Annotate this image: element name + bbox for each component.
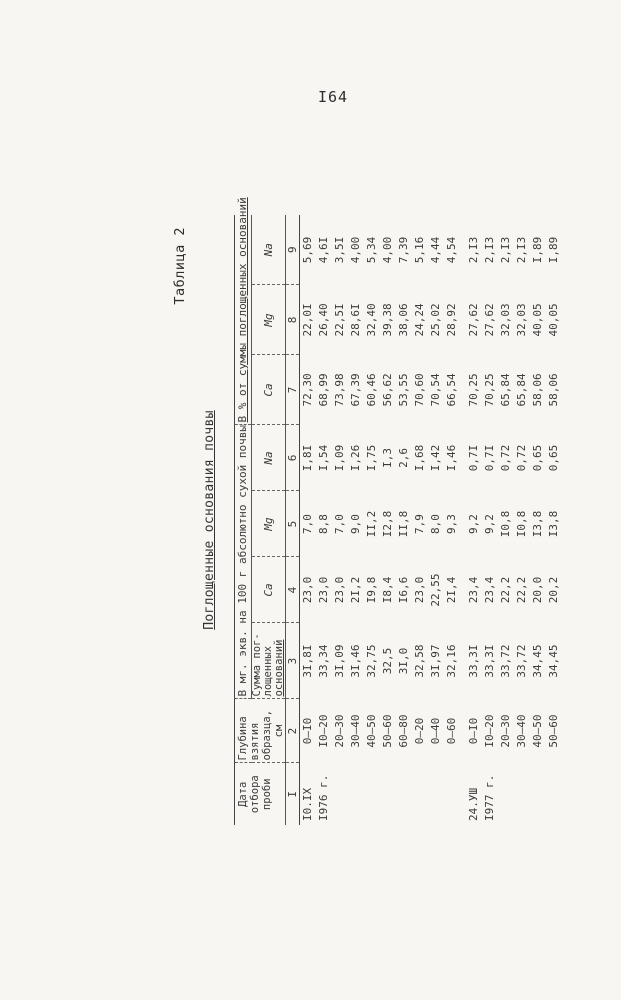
page-number: I64 bbox=[318, 88, 349, 106]
cell-ca-p: 67,39 bbox=[349, 373, 362, 407]
col-number: 4 bbox=[286, 557, 300, 623]
header-date-line: Дата bbox=[237, 781, 249, 807]
cell-na-p: I,89 bbox=[531, 236, 544, 264]
cell-mg-p: 27,62 bbox=[467, 303, 480, 337]
col-number: 8 bbox=[286, 285, 300, 355]
cell-ca-p: 66,54 bbox=[445, 373, 458, 407]
cell-date: I977 г. bbox=[483, 774, 496, 821]
cell-date: I976 г. bbox=[317, 774, 330, 821]
cell-na-p: 5,16 bbox=[413, 236, 426, 264]
cell-na-p: 2,I3 bbox=[467, 236, 480, 264]
cell-depth: I0–20 bbox=[317, 714, 330, 748]
header-date-line: проби bbox=[261, 778, 273, 811]
cell-mg-p: 28,92 bbox=[445, 303, 458, 337]
cell-ca: 22,2 bbox=[499, 576, 512, 604]
cell-sum: 32,58 bbox=[413, 644, 426, 678]
header-mg-pct: Mg bbox=[252, 285, 286, 355]
cell-mg: I3,8 bbox=[531, 510, 544, 538]
header-ca: Ca bbox=[252, 557, 286, 623]
header-group-mekv-label: В мг. экв. на 100 г абсолютно сухой почвы bbox=[236, 424, 249, 697]
cell-mg-p: 27,62 bbox=[483, 303, 496, 337]
col-number: 2 bbox=[286, 699, 300, 763]
cell-na: 0,7I bbox=[483, 444, 496, 472]
cell-mg-p: 22,5I bbox=[333, 303, 346, 337]
cell-ca-p: 60,46 bbox=[365, 373, 378, 407]
table-row bbox=[444, 215, 460, 825]
cell-na: I,68 bbox=[413, 444, 426, 472]
col-number: I bbox=[286, 763, 300, 825]
cell-na-p: 5,69 bbox=[301, 236, 314, 264]
cell-na-p: 4,00 bbox=[381, 236, 394, 264]
header-date bbox=[235, 763, 286, 825]
cell-depth: 0–I0 bbox=[467, 717, 480, 745]
cell-ca: I6,6 bbox=[397, 576, 410, 604]
header-group-pct bbox=[235, 197, 252, 425]
cell-ca: I9,8 bbox=[365, 576, 378, 604]
cell-na: I,8I bbox=[301, 444, 314, 472]
cell-depth: 40–50 bbox=[365, 714, 378, 748]
cell-date: I0.IX bbox=[301, 787, 314, 821]
cell-sum: 3I,0 bbox=[397, 647, 410, 675]
header-sum-line: Сумма пог- bbox=[251, 633, 263, 697]
cell-mg-p: 25,02 bbox=[429, 303, 442, 337]
cell-na-p: 4,00 bbox=[349, 236, 362, 264]
cell-mg-p: 28,6I bbox=[349, 303, 362, 337]
cell-depth: 40–50 bbox=[531, 714, 544, 748]
table-row bbox=[316, 215, 332, 825]
cell-na-p: 3,5I bbox=[333, 236, 346, 264]
cell-depth: 30–40 bbox=[515, 714, 528, 748]
cell-mg: 9,2 bbox=[483, 514, 496, 534]
table-row bbox=[396, 215, 412, 825]
table-label: Таблица 2 bbox=[172, 227, 188, 305]
table-row bbox=[460, 215, 482, 825]
cell-ca-p: 70,60 bbox=[413, 373, 426, 407]
header-na: Na bbox=[252, 425, 286, 491]
header-depth-line: образца, bbox=[261, 709, 273, 761]
cell-na: 2,6 bbox=[397, 448, 410, 468]
cell-sum: 33,72 bbox=[499, 644, 512, 678]
cell-mg-p: 38,06 bbox=[397, 303, 410, 337]
cell-sum: 34,45 bbox=[547, 644, 560, 678]
cell-depth: 30–40 bbox=[349, 714, 362, 748]
cell-mg: I2,8 bbox=[381, 510, 394, 538]
header-sum-line: оснований bbox=[273, 639, 285, 697]
cell-date bbox=[364, 763, 380, 825]
cell-sum: 32,16 bbox=[445, 644, 458, 678]
cell-sum: 3I,09 bbox=[333, 644, 346, 678]
header-mg: Mg bbox=[252, 491, 286, 557]
cell-date bbox=[428, 763, 444, 825]
cell-mg: II,2 bbox=[365, 510, 378, 538]
table-row bbox=[364, 215, 380, 825]
cell-na: I,26 bbox=[349, 444, 362, 472]
col-number: 3 bbox=[286, 623, 300, 699]
cell-na: 0,72 bbox=[499, 444, 512, 472]
cell-sum: 33,34 bbox=[317, 644, 330, 678]
cell-depth: 20–30 bbox=[499, 714, 512, 748]
cell-mg: I0,8 bbox=[515, 510, 528, 538]
cell-depth: 50–60 bbox=[381, 714, 394, 748]
cell-na: I,75 bbox=[365, 444, 378, 472]
cell-date bbox=[546, 763, 562, 825]
table-row bbox=[530, 215, 546, 825]
header-na-pct: Na bbox=[252, 215, 286, 285]
cell-na: I,42 bbox=[429, 444, 442, 472]
cell-date bbox=[412, 763, 428, 825]
header-depth-line: см bbox=[273, 724, 285, 738]
cell-ca: 23,4 bbox=[483, 576, 496, 604]
cell-ca: 23,0 bbox=[333, 576, 346, 604]
header-date-line: отбора bbox=[249, 775, 261, 814]
cell-ca: 20,0 bbox=[531, 576, 544, 604]
cell-ca: 23,0 bbox=[301, 576, 314, 604]
cell-na-p: 2,I3 bbox=[483, 236, 496, 264]
header-depth-line: Глубина bbox=[237, 716, 249, 761]
cell-ca: 22,2 bbox=[515, 576, 528, 604]
cell-sum: 3I,97 bbox=[429, 644, 442, 678]
cell-na: 0,72 bbox=[515, 444, 528, 472]
cell-na: 0,65 bbox=[531, 444, 544, 472]
table-row bbox=[546, 215, 562, 825]
cell-ca-p: 58,06 bbox=[547, 373, 560, 407]
cell-sum: 34,45 bbox=[531, 644, 544, 678]
col-number: 6 bbox=[286, 425, 300, 491]
cell-na-p: 7,39 bbox=[397, 236, 410, 264]
cell-ca: I8,4 bbox=[381, 576, 394, 604]
col-number: 9 bbox=[286, 215, 300, 285]
cell-sum: 33,3I bbox=[483, 644, 496, 678]
cell-na: 0,7I bbox=[467, 444, 480, 472]
cell-mg-p: 40,05 bbox=[531, 303, 544, 337]
cell-ca-p: 73,98 bbox=[333, 373, 346, 407]
table-row bbox=[348, 215, 364, 825]
header-ca-pct: Ca bbox=[252, 355, 286, 425]
header-depth-line: взятия bbox=[249, 722, 261, 761]
table-body bbox=[300, 215, 563, 825]
cell-ca-p: 68,99 bbox=[317, 373, 330, 407]
cell-na: I,3 bbox=[381, 448, 394, 468]
cell-date bbox=[380, 763, 396, 825]
cell-date bbox=[396, 763, 412, 825]
cell-mg: 7,0 bbox=[333, 514, 346, 534]
cell-mg: 8,0 bbox=[429, 514, 442, 534]
cell-mg: 7,9 bbox=[413, 514, 426, 534]
cell-mg: 9,2 bbox=[467, 514, 480, 534]
cell-na: I,54 bbox=[317, 444, 330, 472]
cell-na-p: 2,I3 bbox=[515, 236, 528, 264]
cell-depth: 0–20 bbox=[413, 717, 426, 745]
cell-mg: 7,0 bbox=[301, 514, 314, 534]
cell-mg-p: 24,24 bbox=[413, 303, 426, 337]
cell-date: 24.УШ bbox=[467, 787, 480, 821]
cell-mg-p: 40,05 bbox=[547, 303, 560, 337]
soil-bases-table bbox=[234, 197, 562, 825]
cell-na-p: 5,34 bbox=[365, 236, 378, 264]
table-title: Поглощенные основания почвы bbox=[202, 410, 217, 630]
cell-na: 0,65 bbox=[547, 444, 560, 472]
table-row bbox=[514, 215, 530, 825]
rotated-table-block bbox=[170, 197, 560, 825]
table-row bbox=[300, 215, 317, 825]
table-row bbox=[332, 215, 348, 825]
header-row-numbers bbox=[286, 215, 300, 825]
cell-na-p: 4,6I bbox=[317, 236, 330, 264]
cell-mg: 8,8 bbox=[317, 514, 330, 534]
cell-sum: 3I,8I bbox=[301, 644, 314, 678]
header-sum bbox=[252, 623, 286, 699]
cell-date bbox=[332, 763, 348, 825]
cell-ca: 23,0 bbox=[413, 576, 426, 604]
cell-mg-p: 22,0I bbox=[301, 303, 314, 337]
cell-ca-p: 58,06 bbox=[531, 373, 544, 407]
cell-mg: 9,3 bbox=[445, 514, 458, 534]
cell-sum: 3I,46 bbox=[349, 644, 362, 678]
cell-mg-p: 32,03 bbox=[515, 303, 528, 337]
cell-mg: I3,8 bbox=[547, 510, 560, 538]
cell-sum: 32,75 bbox=[365, 644, 378, 678]
cell-ca-p: 56,62 bbox=[381, 373, 394, 407]
cell-mg-p: 32,40 bbox=[365, 303, 378, 337]
table-row bbox=[482, 215, 498, 825]
cell-depth: 0–40 bbox=[429, 717, 442, 745]
cell-ca-p: 70,25 bbox=[483, 373, 496, 407]
col-number: 5 bbox=[286, 491, 300, 557]
cell-ca: 2I,2 bbox=[349, 576, 362, 604]
cell-depth: 20–30 bbox=[333, 714, 346, 748]
cell-date bbox=[444, 763, 460, 825]
cell-ca: 22,55 bbox=[429, 573, 442, 607]
cell-sum: 33,72 bbox=[515, 644, 528, 678]
cell-na-p: 4,44 bbox=[429, 236, 442, 264]
cell-na-p: 4,54 bbox=[445, 236, 458, 264]
cell-mg: 9,0 bbox=[349, 514, 362, 534]
header-depth bbox=[235, 699, 286, 763]
table-row bbox=[380, 215, 396, 825]
cell-depth: I0–20 bbox=[483, 714, 496, 748]
header-row-1 bbox=[235, 215, 252, 825]
cell-na: I,46 bbox=[445, 444, 458, 472]
cell-date bbox=[530, 763, 546, 825]
cell-na: I,09 bbox=[333, 444, 346, 472]
cell-depth: 0–I0 bbox=[301, 717, 314, 745]
table-row bbox=[498, 215, 514, 825]
cell-na-p: 2,I3 bbox=[499, 236, 512, 264]
cell-mg-p: 32,03 bbox=[499, 303, 512, 337]
cell-mg: I0,8 bbox=[499, 510, 512, 538]
cell-depth: 50–60 bbox=[547, 714, 560, 748]
cell-date bbox=[514, 763, 530, 825]
cell-ca: 23,0 bbox=[317, 576, 330, 604]
cell-ca-p: 70,25 bbox=[467, 373, 480, 407]
cell-sum: 33,3I bbox=[467, 644, 480, 678]
cell-ca-p: 65,84 bbox=[499, 373, 512, 407]
cell-mg: II,8 bbox=[397, 510, 410, 538]
cell-ca: 23,4 bbox=[467, 576, 480, 604]
col-number: 7 bbox=[286, 355, 300, 425]
header-sum-line: лощенных bbox=[262, 645, 274, 697]
cell-mg-p: 39,38 bbox=[381, 303, 394, 337]
table-row bbox=[428, 215, 444, 825]
cell-ca-p: 72,30 bbox=[301, 373, 314, 407]
cell-ca-p: 53,55 bbox=[397, 373, 410, 407]
cell-date bbox=[498, 763, 514, 825]
cell-na-p: I,89 bbox=[547, 236, 560, 264]
table-row bbox=[412, 215, 428, 825]
cell-depth: 60–80 bbox=[397, 714, 410, 748]
cell-sum: 32,5 bbox=[381, 647, 394, 675]
header-group-mekv bbox=[235, 425, 252, 699]
cell-mg-p: 26,40 bbox=[317, 303, 330, 337]
cell-ca-p: 65,84 bbox=[515, 373, 528, 407]
cell-date bbox=[348, 763, 364, 825]
cell-ca-p: 70,54 bbox=[429, 373, 442, 407]
cell-ca: 2I,4 bbox=[445, 576, 458, 604]
cell-depth: 0–60 bbox=[445, 717, 458, 745]
cell-ca: 20,2 bbox=[547, 576, 560, 604]
header-group-pct-label: В % от суммы поглощенных оснований bbox=[236, 197, 249, 423]
